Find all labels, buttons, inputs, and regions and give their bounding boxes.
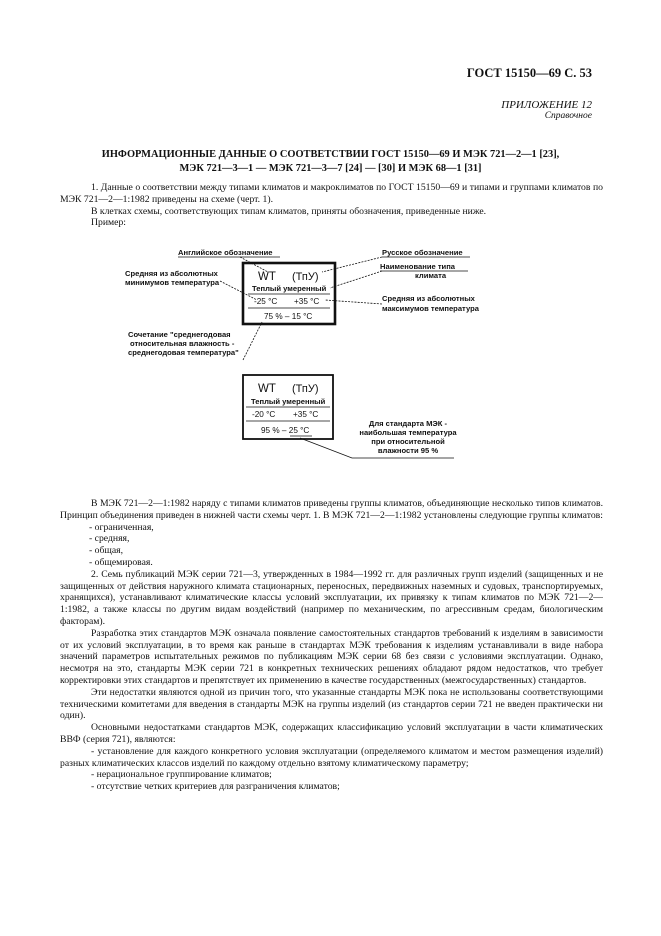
title-line-1: ИНФОРМАЦИОННЫЕ ДАННЫЕ О СООТВЕТСТВИИ ГОСТ 15150—69 И МЭК 721—2—1 [23], [101, 149, 560, 160]
temp-min-2: -20 °С [252, 410, 276, 419]
temp-max-2: +35 °С [293, 410, 319, 419]
code-russian: (ТпУ) [292, 271, 319, 283]
label-climate-name-1: Наименование типа [380, 262, 456, 271]
intro-text [60, 182, 603, 229]
drawback-item: - нерациональное группирование климатов; [91, 769, 272, 781]
appendix-type: Справочное [544, 111, 592, 121]
intro-paragraph-3: Пример: [91, 217, 126, 229]
leader-max-temp [325, 300, 382, 304]
temp-max: +35 °С [294, 297, 320, 306]
iec-note-4: влажности 95 % [377, 446, 439, 455]
body-text [60, 498, 603, 793]
paragraph-groups: В МЭК 721—2—1:1982 наряду с типами климатов приведены группы климатов, объединяющие несколько типов климатов. Принцип объединения приведен в нижней части схемы черт. 1. В МЭК 721—2—1:1982 установлены следующие группы климатов: [60, 498, 603, 521]
paragraph-publications: 2. Семь публикаций МЭК серии 721—3, утвержденных в 1984—1992 гг. для различных групп изделий (защищенных и не защищенных от действия наружного климата стационарных, переносных, передвижных наземных и судовых, транспортируемых, хранящихся), устанавливают климатические классы условий эксплуатации, их привязку к типам климатов по МЭК 721—2—1:1982, а также классы по другим видам воздействий (например по механическим, по агрессивным средам, биологическим факторам). [60, 568, 603, 627]
humidity-temp-2: 95 % – 25 °С [261, 426, 310, 435]
label-min-temp-1: Средняя из абсолютных [125, 269, 218, 278]
temp-min: -25 °С [254, 297, 278, 306]
humidity-temp: 75 % – 15 °С [264, 312, 313, 321]
appendix-number: ПРИЛОЖЕНИЕ 12 [501, 99, 592, 111]
climate-name-2: Теплый умеренный [251, 397, 326, 406]
leader-russian [322, 257, 382, 272]
page-header-ref: ГОСТ 15150—69 С. 53 [466, 66, 592, 80]
appendix-block [501, 99, 592, 121]
intro-paragraph-1: 1. Данные о соответствии между типами климатов и макроклиматов по ГОСТ 15150—69 и типами и группами климатов по МЭК 721—2—1:1982 приведены на схеме (черт. 1). [60, 182, 603, 205]
iec-note-3: при относительной [371, 437, 445, 446]
label-combination-3: среднегодовая температура" [128, 348, 239, 357]
paragraph-drawbacks: Эти недостатки являются одной из причин того, что указанные стандарты МЭК пока не использованы соответствующими техническими комитетами для введения в стандарты МЭК на группы изделий (из стандартов серии 721 не введен практически ни один). [60, 686, 603, 722]
climate-name: Теплый умеренный [252, 284, 327, 293]
leader-climate-name [330, 271, 382, 288]
iec-note-1: Для стандарта МЭК - [368, 419, 448, 428]
code-english-2: WT [258, 383, 276, 395]
code-english: WT [258, 271, 276, 283]
label-combination-1: Сочетание "среднегодовая [128, 330, 231, 339]
label-russian-designation: Русское обозначение [382, 248, 463, 257]
label-min-temp-2: минимумов температура [125, 278, 220, 287]
legend-diagram-1 [0, 238, 661, 368]
list-item: - средняя, [89, 533, 130, 545]
label-combination-2: относительная влажность - [130, 339, 235, 348]
label-climate-name-2: климата [415, 271, 447, 280]
list-item: - общемировая. [89, 556, 153, 568]
paragraph-development: Разработка этих стандартов МЭК означала появление самостоятельных стандартов требований к изделиям в зависимости от их условий эксплуатации, в то время как раньше в стандартах МЭК требования к изделиям устанавливали в виде набора значений параметров испытательных режимов по публикациям МЭК серии 68 без связи с условиями эксплуатации. Однако, несмотря на это, стандарты МЭК серии 721 в конкретных технических решениях обладают рядом недостатков, что требует корректировки этих стандартов и препятствует их применению в качестве государственных (межгосударственных) стандартов. [60, 627, 603, 686]
label-english-designation: Английское обозначение [178, 248, 273, 257]
list-item: - общая, [89, 545, 124, 557]
label-max-temp-1: Средняя из абсолютных [382, 294, 475, 303]
legend-diagram-2 [0, 372, 661, 464]
label-max-temp-2: максимумов температура [382, 304, 479, 313]
iec-note-2: наибольшая температура [359, 428, 457, 437]
section-title [60, 148, 601, 176]
title-line-2: МЭК 721—3—1 — МЭК 721—3—7 [24] — [30] И МЭК 68—1 [31] [179, 163, 482, 174]
drawback-item: - установление для каждого конкретного условия эксплуатации (определяемого климатом и местом размещения изделий) разных климатических классов изделий по каждому отдельно взятому климатическому параметру; [60, 745, 603, 769]
leader-combination [243, 322, 262, 360]
paragraph-main-drawbacks: Основными недостатками стандартов МЭК, содержащих классификацию условий эксплуатации в части климатических ВВФ (серия 721), являются: [60, 722, 603, 745]
code-russian-2: (ТпУ) [292, 383, 319, 395]
intro-paragraph-2: В клетках схемы, соответствующих типам климатов, приняты обозначения, приведенные ниже. [91, 205, 487, 217]
list-item: - ограниченная, [89, 521, 154, 533]
drawback-item: - отсутствие четких критериев для разграничения климатов; [91, 781, 340, 793]
